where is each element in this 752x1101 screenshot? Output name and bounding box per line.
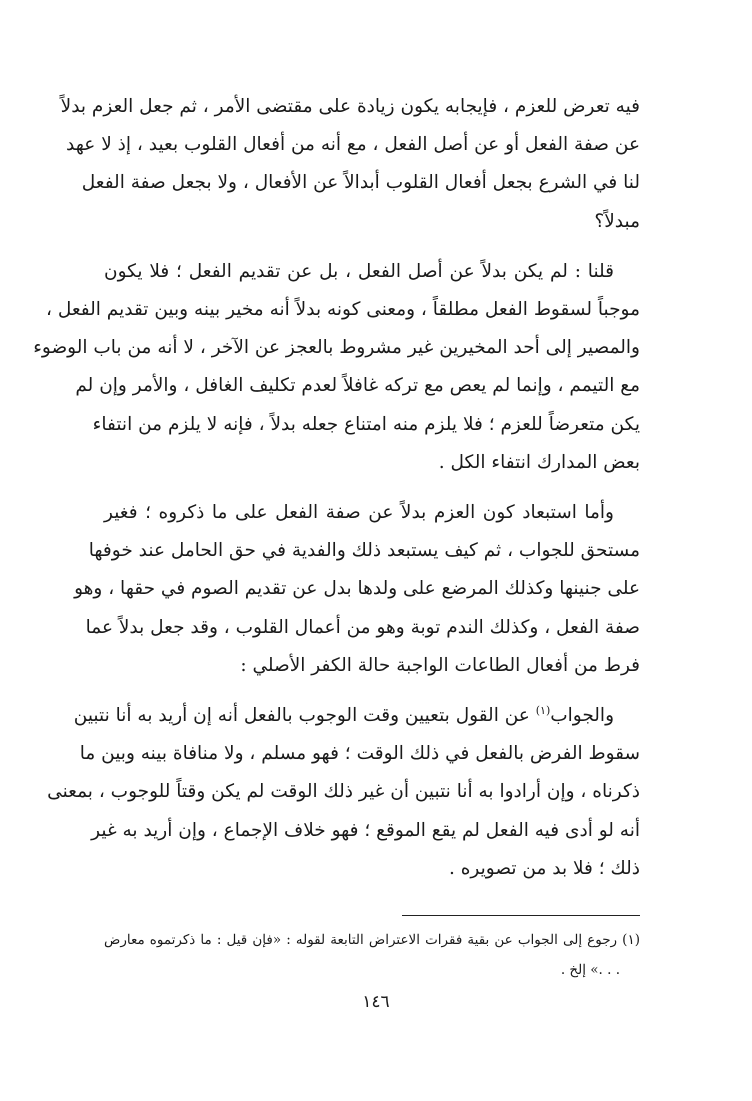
- footnote-divider: [402, 915, 640, 916]
- footnote-reference[interactable]: (١): [535, 703, 551, 717]
- text-line: قلنا : لم يكن بدلاً عن أصل الفعل ، بل عن تقديم الفعل ؛ فلا يكون: [104, 260, 614, 282]
- text-line: عن صفة الفعل أو عن أصل الفعل ، مع أنه من أفعال القلوب بعيد ، إذ لا عهد: [66, 134, 640, 156]
- body-text: [33, 88, 640, 888]
- footnote-line: . . .» إلخ .: [560, 962, 620, 978]
- text-line: أنه لو أدى فيه الفعل لم يقع الموقع ؛ فهو خلاف الإجماع ، وإن أريد به غير: [91, 819, 640, 841]
- text-line: ذكرناه ، وإن أرادوا به أنا نتبين أن غير ذلك الوقت لم يكن وقتاً للوجوب ، بمعنى: [47, 781, 640, 803]
- text-line: وأما استبعاد كون العزم بدلاً عن صفة الفعل على ما ذكروه ؛ فغير: [104, 502, 614, 524]
- paragraph-1: [60, 88, 640, 241]
- text-line: مع التيمم ، وإنما لم يعص مع تركه غافلاً لعدم تكليف الغافل ، والأمر وإن لم: [75, 375, 640, 397]
- text-line: بعض المدارك انتفاء الكل .: [438, 451, 640, 473]
- footnote: [104, 925, 640, 985]
- text-line: سقوط الفرض بالفعل في ذلك الوقت ؛ فهو مسلم ، ولا منافاة بينه وبين ما: [79, 743, 640, 765]
- text-line-rest: عن القول بتعيين وقت الوجوب بالفعل أنه إن أريد به أنا نتبين: [73, 705, 536, 727]
- text-line: ذلك ؛ فلا بد من تصويره .: [448, 857, 640, 879]
- text-line: يكن متعرضاً للعزم ؛ فلا يلزم منه امتناع جعله بدلاً ، فإنه لا يلزم من انتفاء: [92, 413, 640, 435]
- text-line: [73, 697, 640, 735]
- paragraph-4: [47, 697, 640, 888]
- text-line: والمصير إلى أحد المخيرين غير مشروط بالعجز عن الآخر ، لا أنه من باب الوضوء: [33, 337, 640, 359]
- text-line: موجباً لسقوط الفعل مطلقاً ، ومعنى كونه بدلاً أنه مخير بينه وبين تقديم الفعل ،: [45, 299, 640, 321]
- text-line: لنا في الشرع بجعل أفعال القلوب أبدالاً عن الأفعال ، ولا بجعل صفة الفعل: [81, 172, 640, 194]
- text-line: فيه تعرض للعزم ، فإيجابه يكون زيادة على مقتضى الأمر ، ثم جعل العزم بدلاً: [60, 96, 640, 117]
- answer-lead-word: والجواب: [550, 705, 614, 727]
- text-line: فرط من أفعال الطاعات الواجبة حالة الكفر الأصلي :: [240, 654, 640, 676]
- text-line: صفة الفعل ، وكذلك الندم توبة وهو من أعمال القلوب ، وقد جعل بدلاً عما: [85, 616, 640, 638]
- footnote-line: (١) رجوع إلى الجواب عن بقية فقرات الاعتراض التابعة لقوله : «فإن قيل : ما ذكرتموه معارض: [104, 932, 640, 948]
- text-line: على جنينها وكذلك المرضع على ولدها بدل عن تقديم الصوم في حقها ، وهو: [74, 578, 640, 600]
- paragraph-3: [74, 494, 640, 685]
- paragraph-2: [33, 253, 640, 482]
- page-number: ١٤٦: [362, 992, 390, 1012]
- text-line: مستحق للجواب ، ثم كيف يستبعد ذلك والفدية في حق الحامل عند خوفها: [88, 540, 640, 562]
- text-line: مبدلاً؟: [594, 210, 640, 232]
